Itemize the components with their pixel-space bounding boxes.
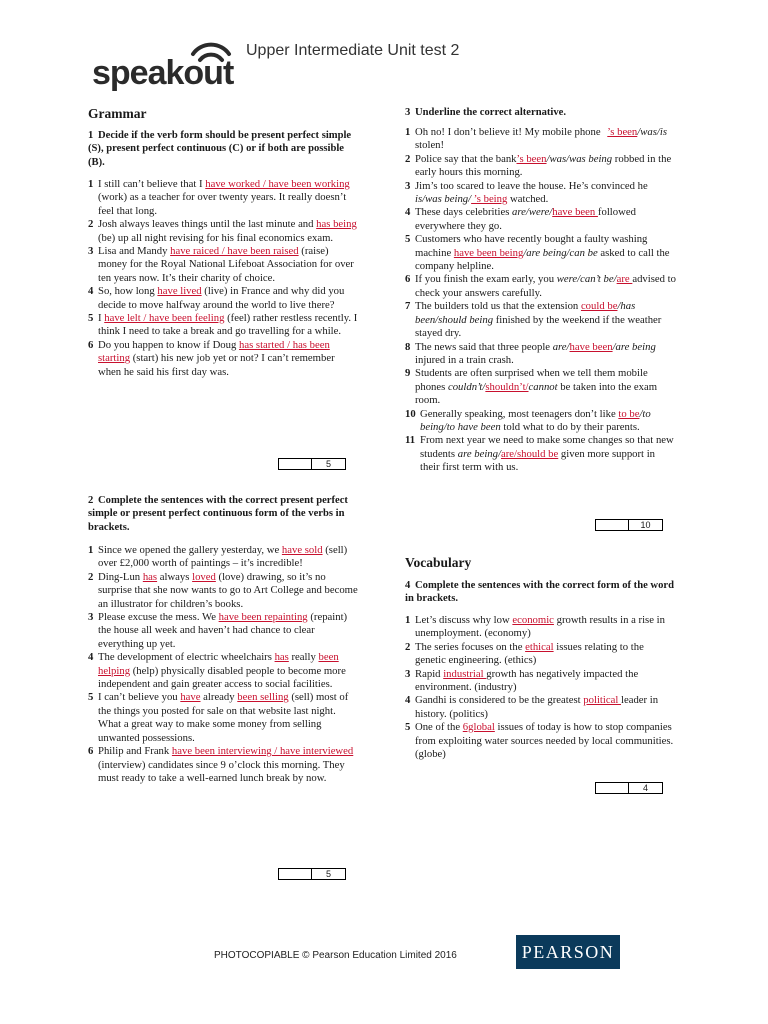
answer-text: political xyxy=(583,694,621,707)
alternative-text: /was/is xyxy=(637,126,667,138)
item-text: given more support in their first term with us. xyxy=(420,447,656,474)
unit-title: Upper Intermediate Unit test 2 xyxy=(246,42,460,59)
exercise-item xyxy=(88,218,360,245)
item-text: be taken into the exam room. xyxy=(415,380,658,407)
exercise-item xyxy=(88,178,360,218)
item-number: 1 xyxy=(88,544,94,556)
item-text: Customers who have recently bought a faulty washing machine xyxy=(415,233,648,259)
item-text: Since we opened the gallery yesterday, we xyxy=(98,544,282,556)
ex4-items xyxy=(405,614,677,761)
pearson-logo: PEARSON xyxy=(516,935,620,969)
item-text: (raise) money for the Royal National Lifeboat Association for over ten years now. It’s their charity of choice. xyxy=(98,245,354,284)
item-text: robbed in the early hours this morning. xyxy=(415,152,672,179)
item-text: So, how long xyxy=(98,285,158,298)
answer-text: 6global xyxy=(462,721,495,734)
item-number: 1 xyxy=(88,178,94,190)
exercise-item xyxy=(405,434,677,474)
ex1-items xyxy=(88,178,360,379)
item-number: 2 xyxy=(88,570,94,583)
exercise-item xyxy=(88,285,360,312)
answer-text: have lelt / have been feeling xyxy=(104,312,225,325)
item-number: 10 xyxy=(405,407,416,420)
item-number: 3 xyxy=(88,245,94,258)
item-number: 3 xyxy=(405,179,411,192)
ex4-instruction: 4 Complete the sentences with the correct form of the word in brackets. xyxy=(405,580,674,605)
item-number: 7 xyxy=(405,300,411,313)
ex3-instruction: 3 Underline the correct alternative. xyxy=(405,107,567,118)
item-text: issues relating to the genetic engineering. (ethics) xyxy=(415,640,644,667)
item-number: 9 xyxy=(405,367,411,380)
item-text: Gandhi is considered to be the greatest xyxy=(415,694,584,707)
exercise-item xyxy=(405,408,677,435)
item-text: (sell) over £2,000 worth of paintings – it’s incredible! xyxy=(98,544,348,570)
item-number: 2 xyxy=(405,152,411,165)
answer-text: has started / has been starting xyxy=(98,338,330,365)
item-text: Please excuse the mess. We xyxy=(98,611,219,624)
item-text: issues of today is how to stop companies from exploiting water sources needed by local communities. (globe) xyxy=(415,721,674,761)
item-text: always xyxy=(157,570,193,583)
item-text: Police say that the bank xyxy=(415,152,517,165)
item-text: I still can’t believe that I xyxy=(98,178,206,190)
item-text: Philip and Frank xyxy=(98,745,172,758)
answer-text: been helping xyxy=(98,651,339,677)
ex1-instruction: 1 Decide if the verb form should be present perfect simple (S), present perfect continuous (C) or if both are possible (B). xyxy=(88,130,352,168)
item-text: Josh always leaves things until the last minute and xyxy=(98,218,317,231)
item-number: 4 xyxy=(405,694,411,707)
answer-text: ’s been xyxy=(516,152,547,165)
alternative-text: are/ xyxy=(552,340,570,353)
vocabulary-heading: Vocabulary xyxy=(405,555,472,570)
item-text: The news said that three people xyxy=(415,340,553,353)
item-text: Students are often surprised when we tell them mobile phones xyxy=(415,367,648,393)
item-text: leader in history. (politics) xyxy=(415,694,659,720)
item-text: (be) up all night revising for his final economics exam. xyxy=(98,231,334,244)
answer-text: could be xyxy=(580,300,618,313)
alternative-text: is/was being/ xyxy=(415,193,472,206)
item-number: 5 xyxy=(405,233,411,246)
alternative-text: /has been/should being xyxy=(415,300,636,326)
answer-text: economic xyxy=(512,614,554,626)
item-text: Let’s discuss why low xyxy=(415,614,513,626)
exercise-item xyxy=(88,745,360,785)
answer-text: have been interviewing / have interviewed xyxy=(171,745,354,758)
item-text: (live) in France and why did you decide to move halfway around the world to live there? xyxy=(98,285,345,311)
answer-text: has xyxy=(142,570,158,583)
item-number: 1 xyxy=(405,126,411,138)
exercise-item xyxy=(405,721,677,761)
alternative-text: /are being/can be xyxy=(523,246,598,259)
ex3-score-box: 10 xyxy=(595,519,663,531)
ex1-score-box: 5 xyxy=(278,458,346,470)
item-text: (feel) rather restless recently. I think I need to take a break and go travelling for a while. xyxy=(98,312,358,338)
item-text: Generally speaking, most teenagers don’t like xyxy=(420,407,619,420)
item-text: (interview) candidates since 9 o’clock this morning. They must ready to take a well-earned lunch break by now. xyxy=(98,758,345,784)
item-number: 4 xyxy=(405,206,411,219)
alternative-text: were/can’t be/ xyxy=(556,273,617,286)
item-text: One of the xyxy=(415,721,463,734)
answer-text: to be xyxy=(618,407,640,420)
item-text: If you finish the exam early, you xyxy=(415,273,557,286)
item-text: already xyxy=(200,691,238,704)
item-text: told what to do by their parents. xyxy=(500,420,640,433)
item-text: followed everywhere they go. xyxy=(415,206,636,232)
item-number: 8 xyxy=(405,340,411,353)
answer-text: has xyxy=(274,651,289,664)
answer-text: has being xyxy=(316,218,357,231)
alternative-text: /to being/to have been xyxy=(420,407,651,433)
ex2-score-box: 5 xyxy=(278,868,346,880)
item-text: From next year we need to make some changes so that new students xyxy=(420,434,674,460)
item-text: watched. xyxy=(507,193,549,206)
item-text: Oh no! I don’t believe it! My mobile phone xyxy=(415,126,604,138)
exercise-item xyxy=(88,312,360,339)
item-number: 2 xyxy=(88,218,94,231)
alternative-text: are/were/ xyxy=(512,206,553,219)
exercise-item xyxy=(405,367,677,407)
answer-text: have worked / have been working xyxy=(205,178,350,190)
ex3-items xyxy=(405,126,677,475)
item-text: finished by the weekend if the weather stayed dry. xyxy=(415,313,662,340)
item-text: I xyxy=(98,312,105,325)
item-number: 3 xyxy=(405,667,411,680)
item-number: 5 xyxy=(405,721,411,734)
exercise-item xyxy=(405,153,677,180)
item-text: (start) his new job yet or not? I can’t remember when he said his first day was. xyxy=(98,352,335,378)
exercise-item xyxy=(405,233,677,273)
item-text: growth has negatively impacted the environment. (industry) xyxy=(415,667,639,694)
exercise-item xyxy=(88,691,360,745)
item-text: stolen! xyxy=(415,139,445,152)
item-number: 6 xyxy=(88,338,94,351)
item-number: 5 xyxy=(88,691,94,704)
answer-text: have xyxy=(180,691,201,704)
ex4-score-box: 4 xyxy=(595,782,663,794)
answer-text: loved xyxy=(192,570,216,583)
item-text: advised to check your answers carefully. xyxy=(415,273,676,299)
answer-text: ’s been xyxy=(607,126,638,138)
answer-text: have been xyxy=(552,206,598,219)
item-text: The development of electric wheelchairs xyxy=(98,651,275,664)
exercise-item xyxy=(88,245,360,285)
alternative-text: couldn’t/ xyxy=(447,380,486,393)
exercise-item xyxy=(405,300,677,340)
item-text: Lisa and Mandy xyxy=(98,245,171,258)
item-number: 4 xyxy=(88,285,94,298)
item-number: 6 xyxy=(405,273,411,286)
ex2-instruction: 2 Complete the sentences with the correct present perfect simple or present perfect continuous form of the verbs in brackets. xyxy=(88,495,348,533)
item-text: growth results in a rise in unemployment. (economy) xyxy=(415,614,665,640)
exercise-item xyxy=(405,341,677,368)
alternative-text: /was/was being xyxy=(546,152,613,165)
item-text: Do you happen to know if Doug xyxy=(98,338,239,351)
answer-text: industrial xyxy=(443,667,487,680)
item-number: 6 xyxy=(88,745,94,758)
answer-text: are xyxy=(616,273,633,286)
answer-text: shouldn’t/ xyxy=(485,380,529,393)
answer-text: ethical xyxy=(525,640,554,653)
item-number: 3 xyxy=(88,611,94,624)
grammar-heading: Grammar xyxy=(88,106,147,121)
item-text: Jim’s too scared to leave the house. He’s convinced he xyxy=(415,179,648,192)
item-text: (help) physically disabled people to become more independent and gain greater access to social facilities. xyxy=(98,664,346,691)
item-text: Ding-Lun xyxy=(98,570,143,583)
answer-text: ’s being xyxy=(471,193,508,206)
alternative-text: are being/ xyxy=(457,447,501,460)
item-text: really xyxy=(288,651,319,664)
item-text: These days celebrities xyxy=(415,206,513,219)
exercise-item xyxy=(405,668,677,695)
alternative-text: cannot xyxy=(528,380,558,393)
item-number: 11 xyxy=(405,434,416,447)
exercise-item xyxy=(88,544,360,571)
ex2-items xyxy=(88,544,360,785)
item-number: 2 xyxy=(405,640,411,653)
alternative-text: /are being xyxy=(612,340,656,353)
item-text: The series focuses on the xyxy=(415,640,526,653)
item-text: (repaint) the house all week and haven’t had chance to clear everything up yet. xyxy=(98,611,348,650)
exercise-item xyxy=(405,614,677,641)
exercise-item xyxy=(88,611,360,651)
exercise-item xyxy=(405,273,677,300)
exercise-item xyxy=(405,180,677,207)
exercise-item xyxy=(88,571,360,611)
item-text: asked to call the company helpline. xyxy=(415,246,670,273)
answer-text: are/should be xyxy=(500,447,559,460)
answer-text: have been being xyxy=(453,246,524,259)
exercise-item xyxy=(405,126,677,153)
exercise-item xyxy=(405,641,677,668)
item-text: Rapid xyxy=(415,667,444,680)
answer-text: have lived xyxy=(157,285,202,298)
item-text: (work) as a teacher for over twenty years. It really doesn’t feel that long. xyxy=(98,191,347,217)
exercise-item xyxy=(405,694,677,721)
answer-text: have raiced / have been raised xyxy=(170,245,299,258)
copyright-notice: PHOTOCOPIABLE © Pearson Education Limited 2016 xyxy=(214,950,457,961)
answer-text: been selling xyxy=(237,691,289,704)
item-number: 5 xyxy=(88,312,94,325)
item-text: (sell) most of the things you posted for sale on that website last night. What a great way to make some money from selling unwanted possessions. xyxy=(98,691,349,744)
exercise-item xyxy=(88,651,360,691)
item-text: The builders told us that the extension xyxy=(415,300,581,313)
item-text: injured in a train crash. xyxy=(415,353,514,366)
exercise-item xyxy=(405,206,677,233)
answer-text: have been repainting xyxy=(218,611,308,624)
speakout-logo xyxy=(92,38,252,96)
answer-text: have sold xyxy=(281,544,323,556)
logo-text: speakout xyxy=(92,54,234,92)
item-number: 1 xyxy=(405,614,411,626)
exercise-item xyxy=(88,339,360,379)
answer-text: have been xyxy=(569,340,613,353)
item-number: 4 xyxy=(88,651,94,664)
item-text: I can’t believe you xyxy=(98,691,181,704)
item-text: (love) drawing, so it’s no surprise that she now wants to go to Art College and become an illustrator for children’s books. xyxy=(98,570,358,610)
